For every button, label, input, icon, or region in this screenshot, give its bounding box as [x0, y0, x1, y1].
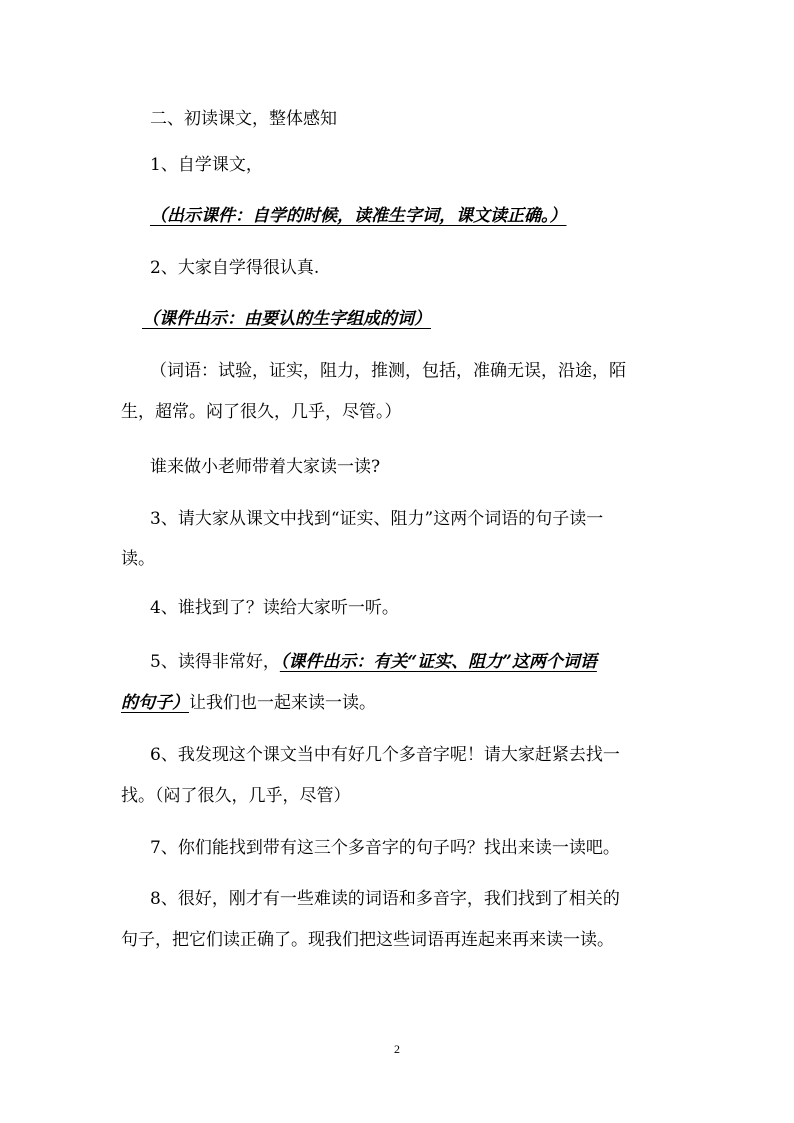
step-8-line-1: 8、很好，刚才有一些难读的词语和多音字，我们找到了相关的 [150, 889, 620, 909]
courseware-note-1-text: （出示课件：自学的时候，读准生字词，课文读正确。） [150, 206, 567, 226]
step-5-line-2 [0, 692, 794, 714]
step-2-text: 2、大家自学得很认真. [150, 258, 320, 278]
page-number: 2 [394, 1042, 400, 1056]
step-1-text: 1、自学课文， [150, 155, 263, 175]
word-list-line-2: 生，超常。闷了很久，几乎，尽管。） [121, 402, 402, 422]
step-5-prefix: 5、读得非常好， [150, 652, 280, 672]
question-text: 谁来做小老师带着大家读一读? [150, 457, 381, 477]
section-heading: 二、初读课文，整体感知 [150, 109, 337, 129]
word-list-line-1: （词语：试验，证实，阻力，推测，包括，准确无误，沿途，陌 [150, 361, 626, 381]
step-6-line-1: 6、我发现这个课文当中有好几个多音字呢！请大家赶紧去找一 [150, 745, 620, 765]
step-5-suffix: 让我们也一起来读一读。 [189, 693, 376, 713]
step-6-line-2: 找。（闷了很久，几乎，尽管） [121, 786, 351, 806]
step-5-line-1 [0, 651, 794, 673]
step-7-text: 7、你们能找到带有这三个多音字的句子吗？找出来读一读吧。 [150, 838, 620, 858]
step-3-line-2: 读。 [121, 549, 155, 569]
step-3-line-1: 3、请大家从课文中找到“证实、阻力”这两个词语的句子读一 [150, 509, 604, 529]
step-5-note-part-2: 的句子） [121, 693, 189, 713]
courseware-note-2 [0, 308, 794, 330]
courseware-note-1 [0, 205, 794, 227]
step-5-note-part-1: （课件出示：有关“证实、阻力”这两个词语 [279, 652, 597, 672]
courseware-note-2-text: （课件出示：由要认的生字组成的词） [142, 309, 431, 329]
step-4-text: 4、谁找到了？读给大家听一听。 [150, 598, 399, 618]
step-8-line-2: 句子，把它们读正确了。现我们把这些词语再连起来再来读一读。 [121, 930, 614, 950]
